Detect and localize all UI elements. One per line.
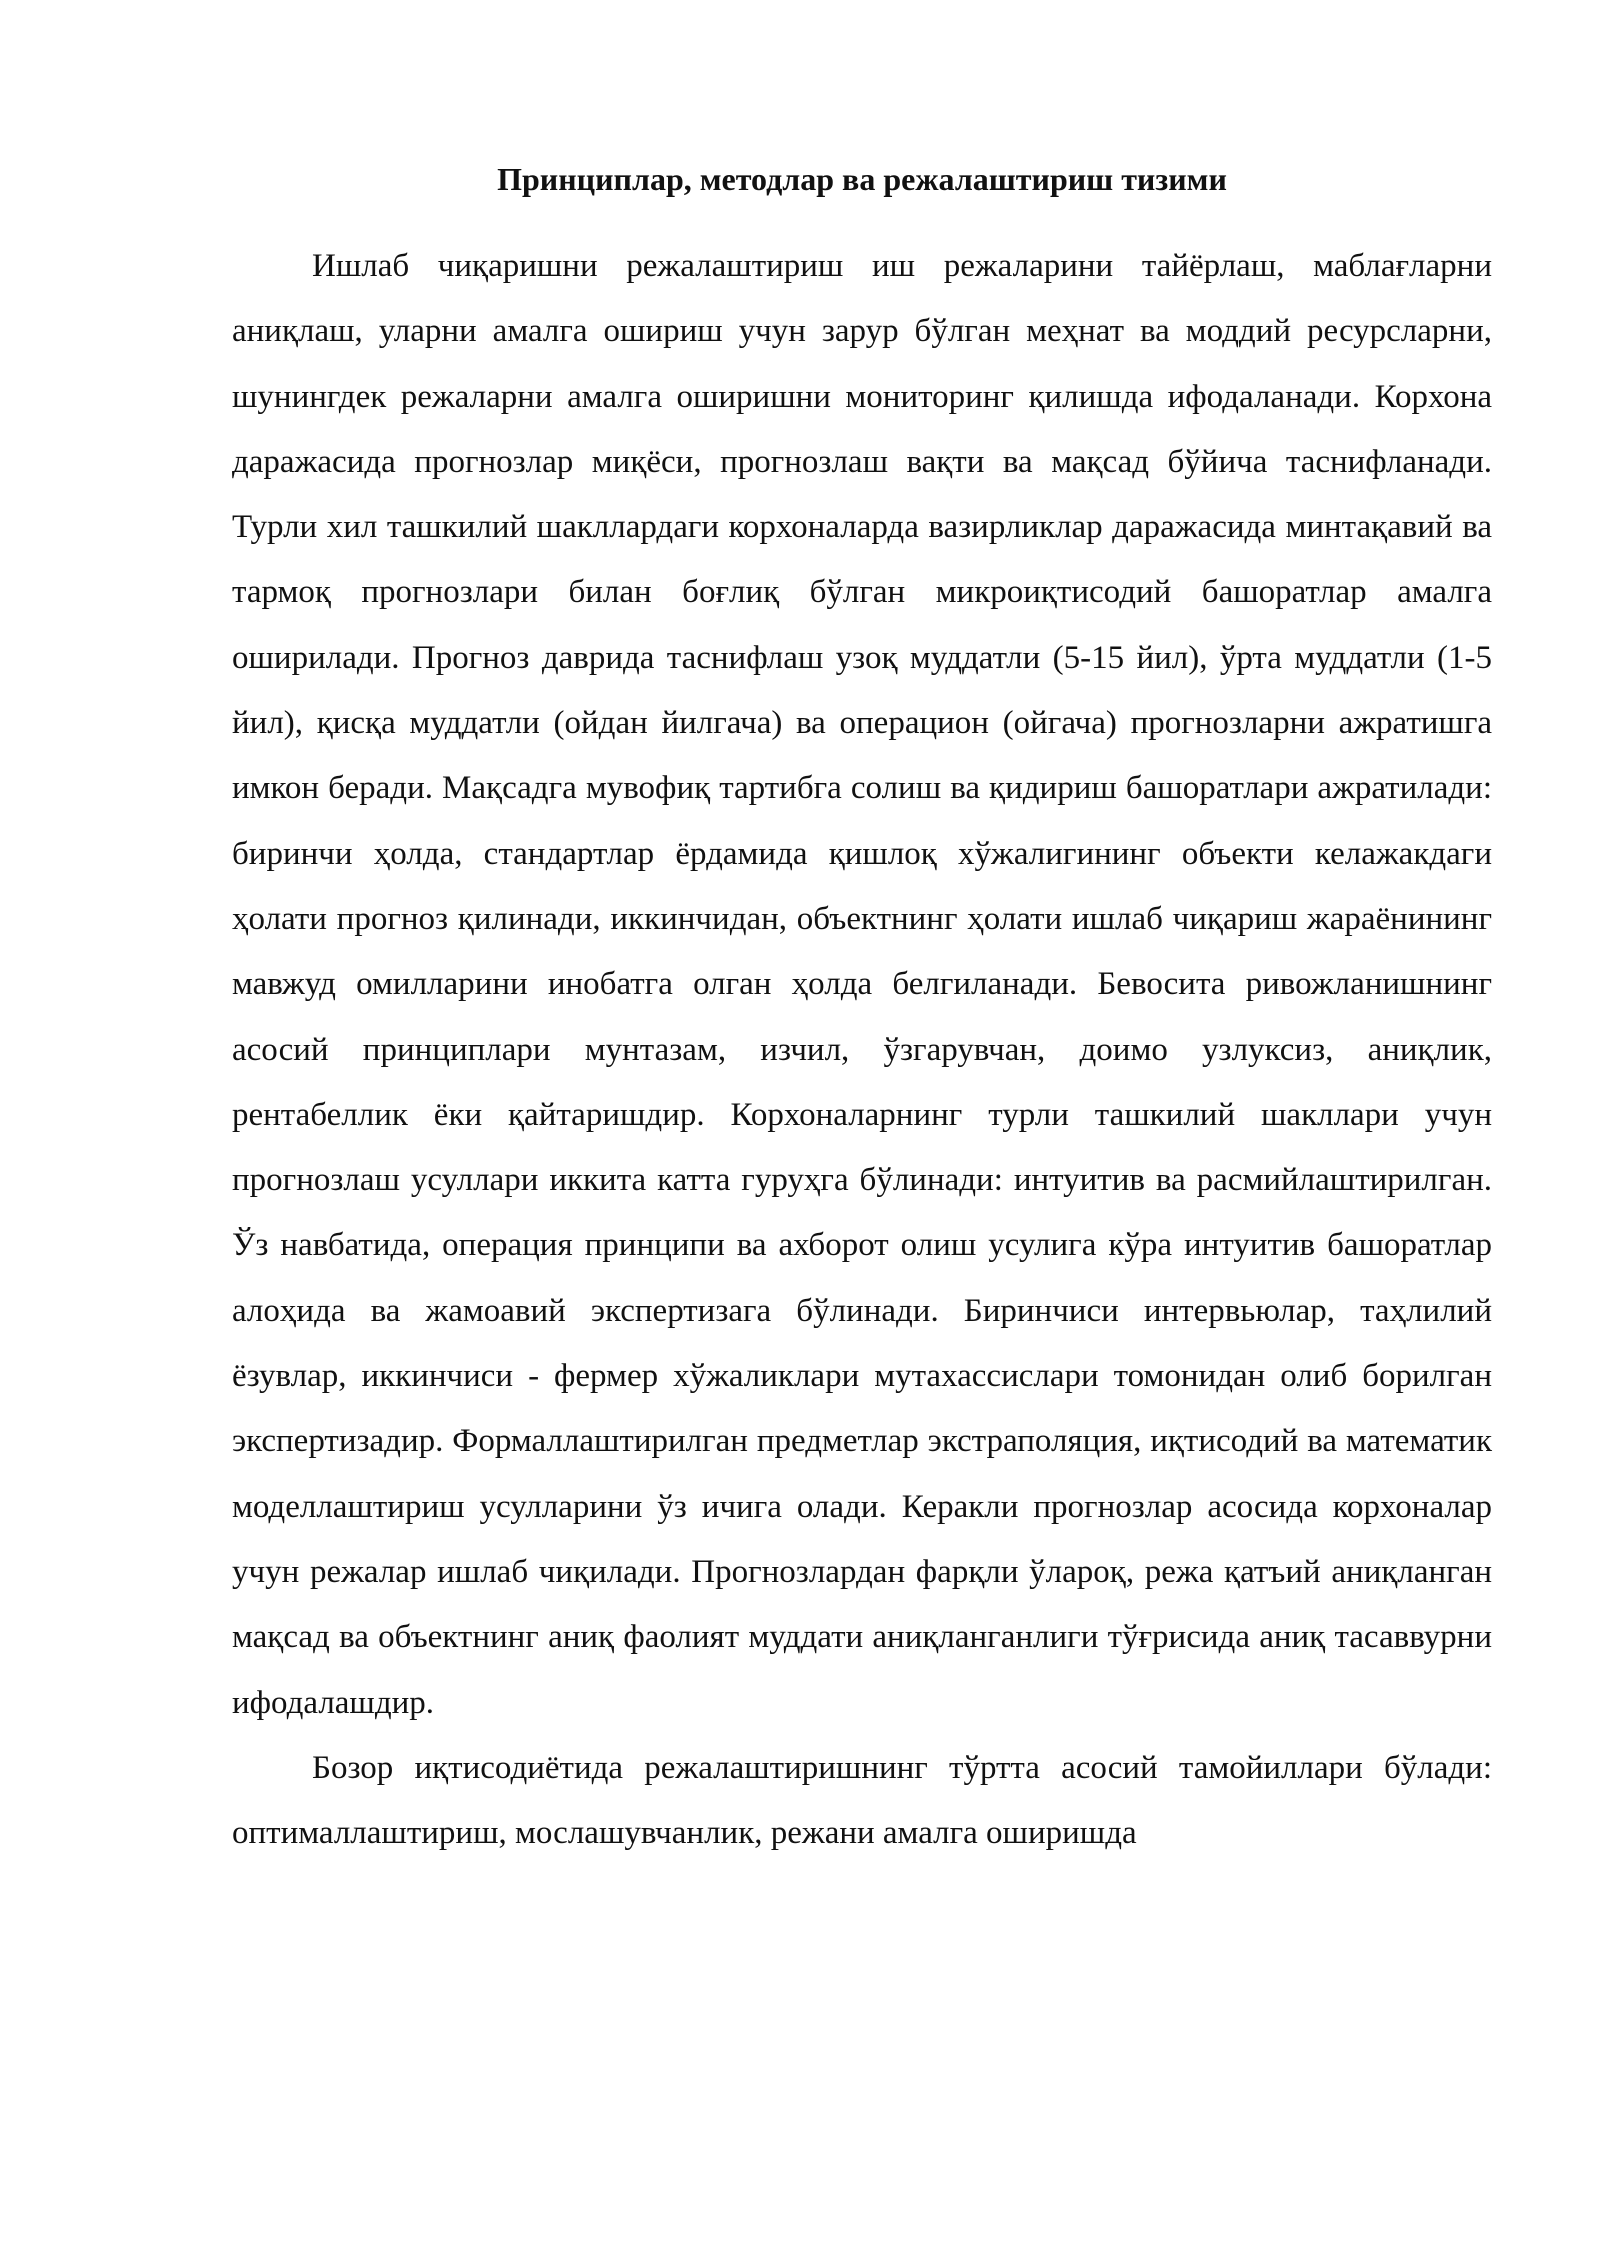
paragraph-1: Ишлаб чиқаришни режалаштириш иш режаларини тайёрлаш, маблағларни аниқлаш, уларни амалга ошириш учун зарур бўлган меҳнат ва моддий ресурсларни, шунингдек режаларни амалга оширишни мониторинг қилишда ифодаланади. Корхона даражасида прогнозлар миқёси, прогнозлаш вақти ва мақсад бўйича таснифланади. Турли хил ташкилий шакллардаги корхоналарда вазирликлар даражасида минтақавий ва тармоқ прогнозлари билан боғлиқ бўлган микроиқтисодий башоратлар амалга оширилади. Прогноз даврида таснифлаш узоқ муддатли (5-15 йил), ўрта муддатли (1-5 йил), қисқа муддатли (ойдан йилгача) ва операцион (ойгача) прогнозларни ажратишга имкон беради. Мақсадга мувофиқ тартибга солиш ва қидириш башоратлари ажратилади: биринчи ҳолда, стандартлар ёрдамида қишлоқ хўжалигининг объекти келажакдаги ҳолати прогноз қилинади, иккинчидан, объектнинг ҳолати ишлаб чиқариш жараёнининг мавжуд омилларини инобатга олган ҳолда белгиланади. Бевосита ривожланишнинг асосий принциплари мунтазам, изчил, ўзгарувчан, доимо узлуксиз, аниқлик, рентабеллик ёки қайтаришдир. Корхоналарнинг турли ташкилий шакллари учун прогнозлаш усуллари иккита катта гуруҳга бўлинади: интуитив ва расмийлаштирилган. Ўз навбатида, операция принципи ва ахборот олиш усулига кўра интуитив башоратлар алоҳида ва жамоавий экспертизага бўлинади. Биринчиси интервьюлар, таҳлилий ёзувлар, иккинчиси - фермер хўжаликлари мутахассислари томонидан олиб борилган экспертизадир. Формаллаштирилган предметлар экстраполяция, иқтисодий ва математик моделлаштириш усулларини ўз ичига олади. Керакли прогнозлар асосида корхоналар учун режалар ишлаб чиқилади. Прогнозлардан фарқли ўлароқ, режа қатъий аниқланган мақсад ва объектнинг аниқ фаолият муддати аниқланганлиги тўғрисида аниқ тасаввурни ифодалашдир. <box>232 248 1492 1721</box>
document-body <box>232 234 1492 1866</box>
paragraph-2: Бозор иқтисодиётида режалаштиришнинг тўртта асосий тамойиллари бўлади: оптималлаштириш, мослашувчанлик, режани амалга оширишда <box>232 1749 1492 1852</box>
page-title: Принциплар, методлар ва режалаштириш тизими <box>497 161 1227 197</box>
